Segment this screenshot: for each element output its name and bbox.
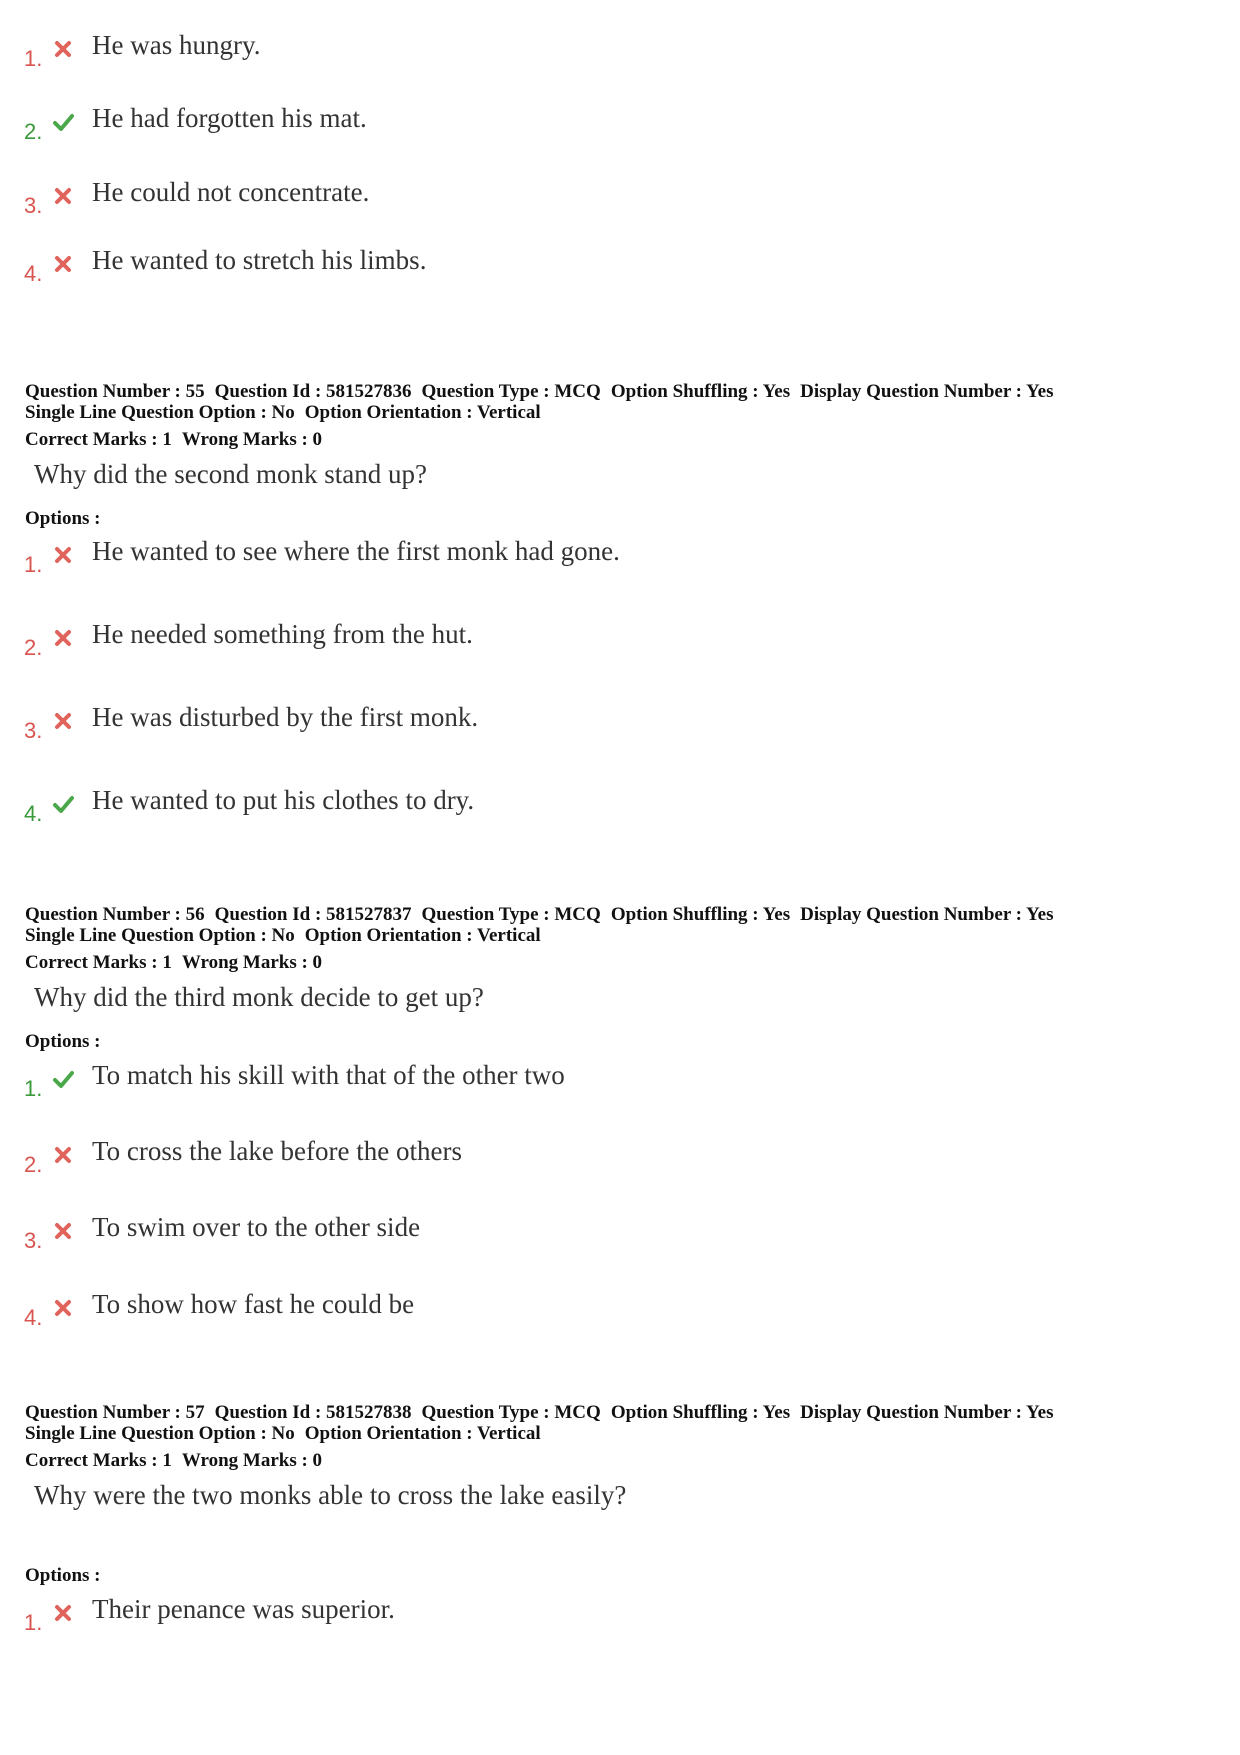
option-text: He needed something from the hut. (92, 619, 473, 649)
options-label: Options : (25, 1031, 101, 1052)
single-line-option: Single Line Question Option : No (25, 402, 295, 423)
question-meta-line-1 (25, 904, 1053, 925)
check-icon (52, 1068, 74, 1090)
cross-icon (52, 544, 74, 566)
question-text: Why did the third monk decide to get up? (34, 982, 484, 1012)
option-text: Their penance was superior. (92, 1594, 395, 1624)
display-question-number: Display Question Number : Yes (800, 381, 1054, 402)
question-meta-line-2 (25, 402, 541, 423)
question-marks (25, 1450, 322, 1471)
cross-icon (52, 185, 74, 207)
check-icon (52, 793, 74, 815)
question-meta-line-2 (25, 1423, 541, 1444)
option-item (24, 1136, 1124, 1176)
option-text: He was hungry. (92, 30, 261, 60)
option-number: 3. (24, 1228, 43, 1253)
option-number: 2. (24, 1152, 43, 1177)
option-number: 1. (24, 46, 43, 71)
wrong-marks: Wrong Marks : 0 (181, 429, 323, 450)
question-meta-line-1 (25, 1402, 1053, 1423)
option-text: To swim over to the other side (92, 1212, 421, 1242)
option-shuffling: Option Shuffling : Yes (610, 381, 791, 402)
single-line-option: Single Line Question Option : No (25, 925, 295, 946)
option-number: 4. (24, 1305, 43, 1330)
display-question-number: Display Question Number : Yes (800, 1402, 1054, 1423)
option-number: 1. (24, 552, 43, 577)
cross-icon (52, 710, 74, 732)
option-item (24, 619, 1124, 659)
option-text: To show how fast he could be (92, 1289, 415, 1319)
question-text: Why were the two monks able to cross the lake easily? (34, 1480, 627, 1510)
option-shuffling: Option Shuffling : Yes (610, 1402, 791, 1423)
option-number: 3. (24, 193, 43, 218)
option-orientation: Option Orientation : Vertical (304, 925, 541, 946)
option-item (24, 103, 1124, 143)
option-number: 1. (24, 1076, 43, 1101)
question-number: Question Number : 55 (25, 381, 205, 402)
option-text: He could not concentrate. (92, 177, 370, 207)
question-type: Question Type : MCQ (421, 381, 601, 402)
question-text: Why did the second monk stand up? (34, 459, 427, 489)
correct-marks: Correct Marks : 1 (25, 952, 172, 973)
option-item (24, 1060, 1124, 1100)
option-text: To match his skill with that of the other two (92, 1060, 565, 1090)
option-text: He had forgotten his mat. (92, 103, 367, 133)
display-question-number: Display Question Number : Yes (800, 904, 1054, 925)
question-id: Question Id : 581527837 (214, 904, 412, 925)
option-text: To cross the lake before the others (92, 1136, 462, 1166)
option-item (24, 702, 1124, 742)
option-item (24, 177, 1124, 217)
option-item (24, 785, 1124, 825)
question-id: Question Id : 581527836 (214, 381, 412, 402)
cross-icon (52, 1144, 74, 1166)
question-meta-line-1 (25, 381, 1053, 402)
question-type: Question Type : MCQ (421, 904, 601, 925)
cross-icon (52, 253, 74, 275)
option-item (24, 536, 1124, 576)
option-orientation: Option Orientation : Vertical (304, 1423, 541, 1444)
option-text: He wanted to stretch his limbs. (92, 245, 427, 275)
cross-icon (52, 1297, 74, 1319)
cross-icon (52, 1602, 74, 1624)
cross-icon (52, 1220, 74, 1242)
option-text: He was disturbed by the first monk. (92, 702, 479, 732)
question-id: Question Id : 581527838 (214, 1402, 412, 1423)
option-item (24, 30, 1124, 70)
question-marks (25, 429, 322, 450)
question-marks (25, 952, 322, 973)
option-item (24, 245, 1124, 285)
question-type: Question Type : MCQ (421, 1402, 601, 1423)
option-orientation: Option Orientation : Vertical (304, 402, 541, 423)
check-icon (52, 111, 74, 133)
option-number: 2. (24, 635, 43, 660)
options-label: Options : (25, 1565, 101, 1586)
option-number: 4. (24, 261, 43, 286)
correct-marks: Correct Marks : 1 (25, 1450, 172, 1471)
question-number: Question Number : 57 (25, 1402, 205, 1423)
option-item (24, 1212, 1124, 1252)
option-number: 1. (24, 1610, 43, 1635)
correct-marks: Correct Marks : 1 (25, 429, 172, 450)
option-item (24, 1289, 1124, 1329)
option-number: 3. (24, 718, 43, 743)
option-number: 2. (24, 119, 43, 144)
question-meta-line-2 (25, 925, 541, 946)
wrong-marks: Wrong Marks : 0 (181, 1450, 323, 1471)
question-number: Question Number : 56 (25, 904, 205, 925)
single-line-option: Single Line Question Option : No (25, 1423, 295, 1444)
wrong-marks: Wrong Marks : 0 (181, 952, 323, 973)
cross-icon (52, 38, 74, 60)
options-label: Options : (25, 508, 101, 529)
option-item (24, 1594, 1124, 1634)
option-shuffling: Option Shuffling : Yes (610, 904, 791, 925)
cross-icon (52, 627, 74, 649)
option-text: He wanted to put his clothes to dry. (92, 785, 475, 815)
option-number: 4. (24, 801, 43, 826)
option-text: He wanted to see where the first monk had gone. (92, 536, 620, 566)
